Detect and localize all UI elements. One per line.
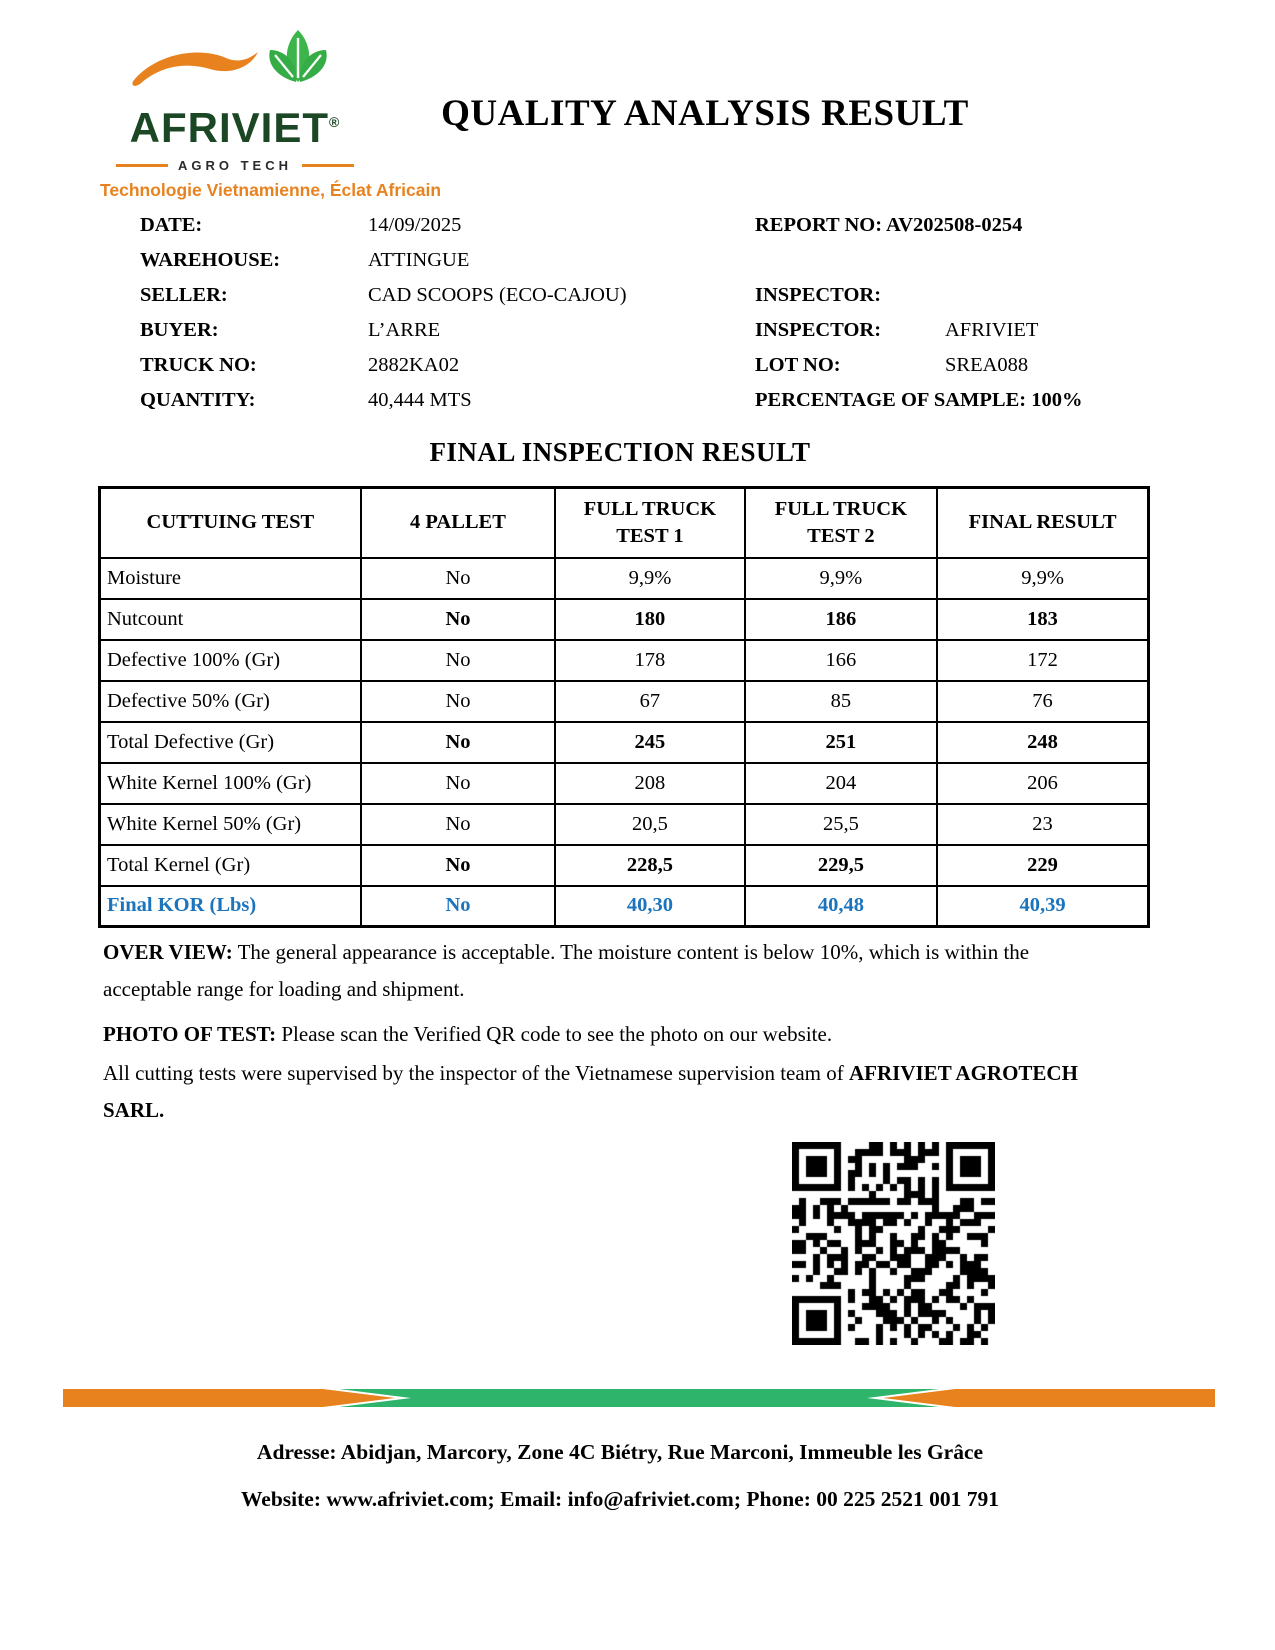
inspector2-value: AFRIVIET [945, 319, 1039, 341]
sample-percentage: PERCENTAGE OF SAMPLE: 100% [755, 389, 1083, 411]
info-row [140, 249, 1180, 284]
col-header-full-truck-test-2: FULL TRUCK TEST 2 [745, 488, 937, 558]
result-cell: 40,48 [745, 886, 937, 927]
result-cell: No [361, 640, 555, 681]
table-row [100, 845, 1149, 886]
table-row [100, 558, 1149, 599]
company-logo [100, 26, 442, 201]
warehouse-value: ATTINGUE [368, 249, 470, 271]
left-rule [116, 164, 168, 167]
table-row [100, 804, 1149, 845]
result-cell: 204 [745, 763, 937, 804]
inspector2-label: INSPECTOR: [755, 319, 882, 341]
test-name-cell: Defective 100% (Gr) [100, 640, 361, 681]
result-cell: 76 [937, 681, 1148, 722]
result-cell: 9,9% [745, 558, 937, 599]
result-cell: 229 [937, 845, 1148, 886]
results-table-body [100, 558, 1149, 927]
test-name-cell: White Kernel 100% (Gr) [100, 763, 361, 804]
buyer-value: L’ARRE [368, 319, 441, 341]
photo-label: PHOTO OF TEST: [103, 1022, 277, 1046]
result-cell: 183 [937, 599, 1148, 640]
logo-swoosh-leaf-icon [120, 28, 350, 100]
result-cell: 245 [555, 722, 744, 763]
result-cell: No [361, 845, 555, 886]
result-cell: 166 [745, 640, 937, 681]
test-name-cell: Total Defective (Gr) [100, 722, 361, 763]
result-cell: 172 [937, 640, 1148, 681]
seller-value: CAD SCOOPS (ECO-CAJOU) [368, 284, 627, 306]
result-cell: No [361, 681, 555, 722]
supervision-paragraph [103, 1055, 1103, 1129]
brand-name: AFRIVIET® [129, 104, 341, 151]
result-cell: 40,30 [555, 886, 744, 927]
result-cell: 9,9% [555, 558, 744, 599]
info-row [140, 214, 1180, 249]
buyer-label: BUYER: [140, 319, 219, 341]
seller-label: SELLER: [140, 284, 228, 306]
date-value: 14/09/2025 [368, 214, 462, 236]
document-title: QUALITY ANALYSIS RESULT [441, 93, 969, 134]
result-cell: No [361, 722, 555, 763]
photo-of-test-paragraph [103, 1016, 1113, 1053]
result-cell: 40,39 [937, 886, 1148, 927]
result-cell: No [361, 558, 555, 599]
supervision-text: All cutting tests were supervised by the inspector of the Vietnamese supervision team of [103, 1061, 844, 1085]
qr-code [792, 1142, 995, 1345]
result-cell: 180 [555, 599, 744, 640]
col-header-full-truck-test-1: FULL TRUCK TEST 1 [555, 488, 744, 558]
result-cell: No [361, 804, 555, 845]
lot-no-value: SREA088 [945, 354, 1029, 376]
table-row [100, 681, 1149, 722]
footer-address: Adresse: Abidjan, Marcory, Zone 4C Biétry, Rue Marconi, Immeuble les Grâce [256, 1440, 984, 1464]
warehouse-label: WAREHOUSE: [140, 249, 281, 271]
overview-text: The general appearance is acceptable. The moisture content is below 10%, which is within the acceptable range for loading and shipment. [103, 940, 1030, 1001]
result-cell: 206 [937, 763, 1148, 804]
quantity-value: 40,444 MTS [368, 389, 472, 411]
info-row [140, 284, 1180, 319]
inspection-results-table [98, 486, 1150, 928]
test-name-cell: White Kernel 50% (Gr) [100, 804, 361, 845]
test-name-cell: Final KOR (Lbs) [100, 886, 361, 927]
test-name-cell: Nutcount [100, 599, 361, 640]
flag-divider-band [63, 1389, 1215, 1407]
result-cell: No [361, 886, 555, 927]
date-label: DATE: [140, 214, 203, 236]
table-header-row [100, 488, 1149, 558]
result-cell: 9,9% [937, 558, 1148, 599]
result-cell: 186 [745, 599, 937, 640]
result-cell: 25,5 [745, 804, 937, 845]
right-rule [302, 164, 354, 167]
footer-contact: Website: www.afriviet.com; Email: info@afriviet.com; Phone: 00 225 2521 001 791 [240, 1487, 1000, 1511]
table-row [100, 722, 1149, 763]
band-green-segment [333, 1389, 945, 1407]
overview-label: OVER VIEW: [103, 940, 233, 964]
test-name-cell: Total Kernel (Gr) [100, 845, 361, 886]
test-name-cell: Defective 50% (Gr) [100, 681, 361, 722]
table-row [100, 886, 1149, 927]
result-cell: 178 [555, 640, 744, 681]
report-no: REPORT NO: AV202508-0254 [755, 214, 1023, 236]
result-cell: 228,5 [555, 845, 744, 886]
test-name-cell: Moisture [100, 558, 361, 599]
truck-no-value: 2882KA02 [368, 354, 460, 376]
logo-tagline: Technologie Vietnamienne, Éclat Africain [100, 180, 442, 200]
truck-no-label: TRUCK NO: [140, 354, 257, 376]
result-cell: 251 [745, 722, 937, 763]
info-row [140, 354, 1180, 389]
section-title: FINAL INSPECTION RESULT [429, 437, 811, 467]
sub-brand: AGRO TECH [100, 158, 370, 173]
photo-text: Please scan the Verified QR code to see the photo on our website. [281, 1022, 833, 1046]
report-info [140, 214, 1180, 424]
lot-no-label: LOT NO: [755, 354, 841, 376]
table-row [100, 763, 1149, 804]
inspector1-label: INSPECTOR: [755, 284, 882, 306]
result-cell: No [361, 599, 555, 640]
quantity-label: QUANTITY: [140, 389, 256, 411]
info-row [140, 389, 1180, 424]
result-cell: 248 [937, 722, 1148, 763]
table-row [100, 640, 1149, 681]
overview-paragraph [103, 934, 1068, 1008]
result-cell: 208 [555, 763, 744, 804]
result-cell: No [361, 763, 555, 804]
logo-art [100, 26, 370, 100]
col-header-final-result: FINAL RESULT [937, 488, 1148, 558]
result-cell: 67 [555, 681, 744, 722]
result-cell: 85 [745, 681, 937, 722]
result-cell: 20,5 [555, 804, 744, 845]
table-row [100, 599, 1149, 640]
col-header-cutting-test: CUTTUING TEST [100, 488, 361, 558]
supervision-company: AFRIVIET AGROTECH SARL. [103, 1061, 1078, 1122]
result-cell: 23 [937, 804, 1148, 845]
col-header-4-pallet: 4 PALLET [361, 488, 555, 558]
result-cell: 229,5 [745, 845, 937, 886]
registered-mark: ® [329, 114, 341, 130]
info-row [140, 319, 1180, 354]
